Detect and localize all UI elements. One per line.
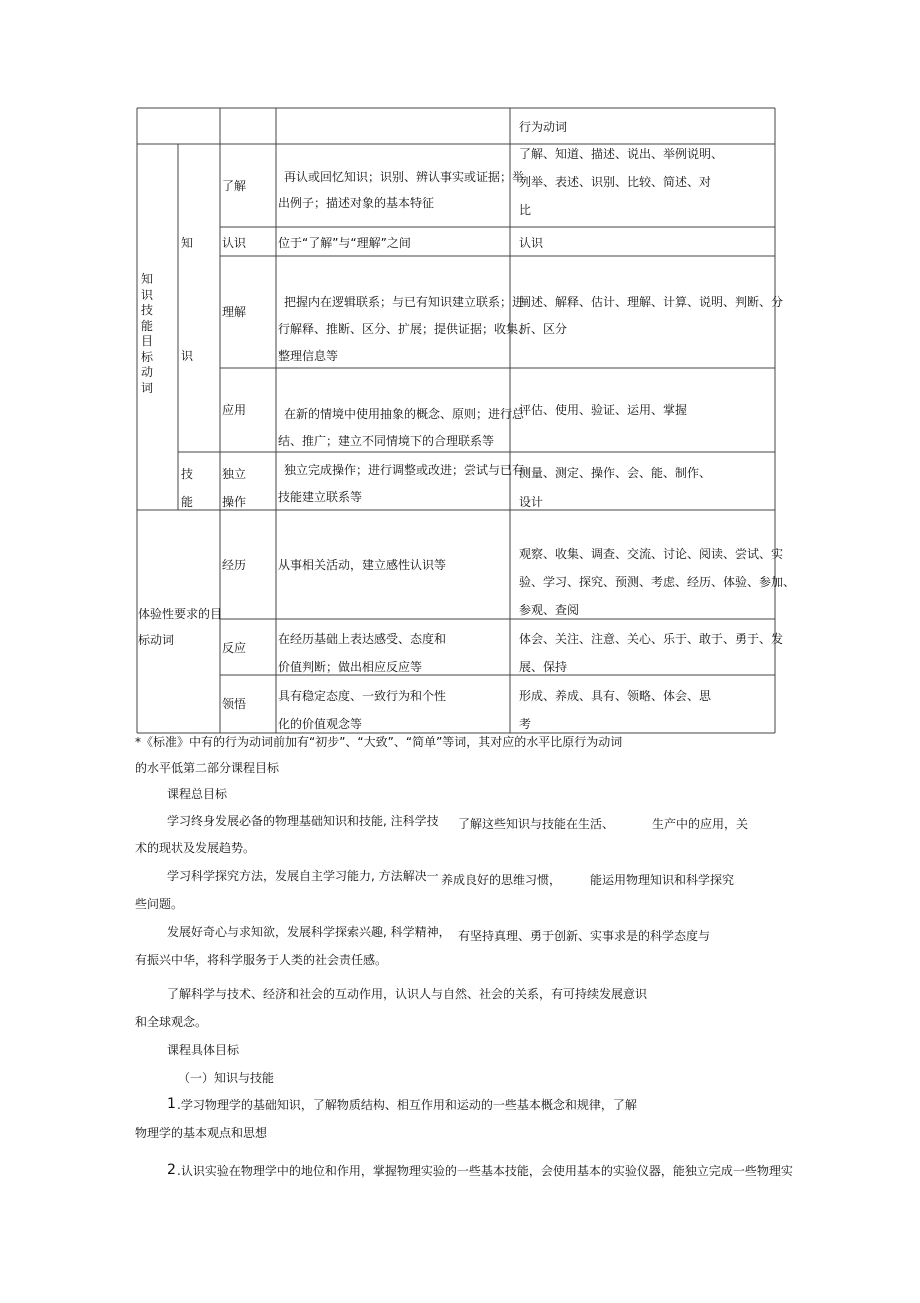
verbs-text: 观察、收集、调查、交流、讨论、阅读、尝试、实: [519, 547, 784, 561]
verbs-text: 评估、使用、验证、运用、掌握: [519, 403, 688, 417]
item-number: 2: [167, 1162, 176, 1178]
verbs-text: 阐述、解释、估计、理解、计算、说明、判断、分: [519, 295, 784, 309]
paragraph: 有坚持真理、勇于创新、实事求是的科学态度与: [458, 929, 711, 943]
verbs-text: 析、区分: [519, 322, 568, 336]
definition-text: 出例子；描述对象的基本特征: [278, 196, 435, 210]
verbs-text: 体会、关注、注意、关心、乐于、敢于、勇于、发: [519, 632, 784, 646]
verbs-text: 参观、查阅: [519, 603, 580, 617]
section-heading: 课程总目标: [167, 787, 228, 801]
paragraph: 了解科学与技术、经济和社会的互动作用，认识人与自然、社会的关系，有可持续发展意识: [167, 987, 648, 1001]
verbs-text: 列举、表述、识别、比较、简述、对: [519, 175, 712, 189]
item-text: .学习物理学的基础知识，了解物质结构、相互作用和运动的一些基本概念和规律，了解: [177, 1098, 637, 1112]
verbs-text: 比: [519, 203, 532, 217]
level-label: 理解: [222, 305, 247, 319]
zhishi-label-1: 知: [181, 236, 194, 250]
paragraph: 发展好奇心与求知欲，发展科学探索兴趣, 科学精神，: [167, 925, 451, 939]
definition-text: 化的价值观念等: [278, 717, 363, 731]
verbs-text: 了解、知道、描述、说出、举例说明、: [519, 147, 724, 161]
footnote: *《标准》中有的行为动词前加有“初步”、“大致”、“简单”等词，其对应的水平比原行为动词: [135, 735, 623, 749]
definition-text: 整理信息等: [278, 349, 339, 363]
paragraph: 能运用物理知识和科学探究: [590, 873, 735, 887]
subsection-heading: （一）知识与技能: [178, 1071, 275, 1085]
paragraph: 生产中的应用，关: [652, 817, 749, 831]
zhishi-label-2: 识: [181, 349, 194, 363]
item-text: .认识实验在物理学中的地位和作用，掌握物理实验的一些基本技能，会使用基本的实验仪器，能独立完成一些物理实: [177, 1164, 793, 1178]
level-label: 经历: [222, 558, 247, 572]
level-label: 认识: [222, 236, 247, 250]
verbs-text: 设计: [519, 495, 544, 509]
knowledge-group-label: 知识技能目标动词: [140, 272, 153, 395]
definition-text: 在经历基础上表达感受、态度和: [278, 632, 447, 646]
item-number: 1: [167, 1096, 176, 1112]
definition-text: 独立完成操作；进行调整或改进；尝试与已有: [284, 463, 525, 477]
verbs-text: 验、学习、探究、预测、考虑、经历、体验、参加、: [519, 575, 796, 589]
definition-text: 具有稳定态度、一致行为和个性: [278, 689, 447, 703]
verbs-text: 测量、测定、操作、会、能、制作、: [519, 466, 712, 480]
footnote: 的水平低第二部分课程目标: [135, 761, 280, 775]
level-label: 应用: [222, 403, 247, 417]
level-label: 反应: [222, 641, 247, 655]
level-label: 独立: [222, 467, 247, 481]
paragraph: 些问题。: [135, 897, 184, 911]
paragraph: 学习终身发展必备的物理基础知识和技能, 注科学技: [167, 814, 439, 828]
definition-text: 结、推广；建立不同情境下的合理联系等: [278, 434, 495, 448]
definition-text: 技能建立联系等: [278, 490, 363, 504]
paragraph: 养成良好的思维习惯，: [441, 873, 562, 887]
paragraph: 有振兴中华，将科学服务于人类的社会责任感。: [135, 953, 388, 967]
definition-text: 把握内在逻辑联系；与已有知识建立联系；进: [284, 295, 525, 309]
level-label: 操作: [222, 495, 247, 509]
verbs-text: 展、保持: [519, 660, 568, 674]
definition-text: 再认或回忆知识；识别、辨认事实或证据；举: [284, 170, 525, 184]
paragraph: 了解这些知识与技能在生活、: [458, 817, 615, 831]
experience-group-label-2: 标动词: [138, 633, 175, 647]
jineng-label-2: 能: [181, 495, 194, 509]
paragraph: 学习科学探究方法，发展自主学习能力, 方法解决一: [167, 869, 439, 883]
verbs-text: 认识: [519, 236, 544, 250]
definition-text: 从事相关活动，建立感性认识等: [278, 558, 447, 572]
level-label: 了解: [222, 179, 247, 193]
definition-text: 价值判断；做出相应反应等: [278, 660, 423, 674]
section-heading: 课程具体目标: [167, 1043, 240, 1057]
definition-text: 位于“了解”与“理解”之间: [278, 236, 411, 250]
verbs-text: 考: [519, 717, 532, 731]
level-label: 领悟: [222, 697, 247, 711]
jineng-label-1: 技: [181, 467, 194, 481]
paragraph: 和全球观念。: [135, 1015, 208, 1029]
experience-group-label-1: 体验性要求的目: [138, 607, 223, 621]
paragraph: 术的现状及发展趋势。: [135, 841, 256, 855]
item-text: 物理学的基本观点和思想: [135, 1126, 268, 1140]
header-verb: 行为动词: [519, 120, 568, 134]
definition-text: 行解释、推断、区分、扩展；提供证据；收集、: [278, 322, 531, 336]
verbs-text: 形成、养成、具有、领略、体会、思: [519, 689, 712, 703]
definition-text: 在新的情境中使用抽象的概念、原则；进行总: [284, 407, 525, 421]
